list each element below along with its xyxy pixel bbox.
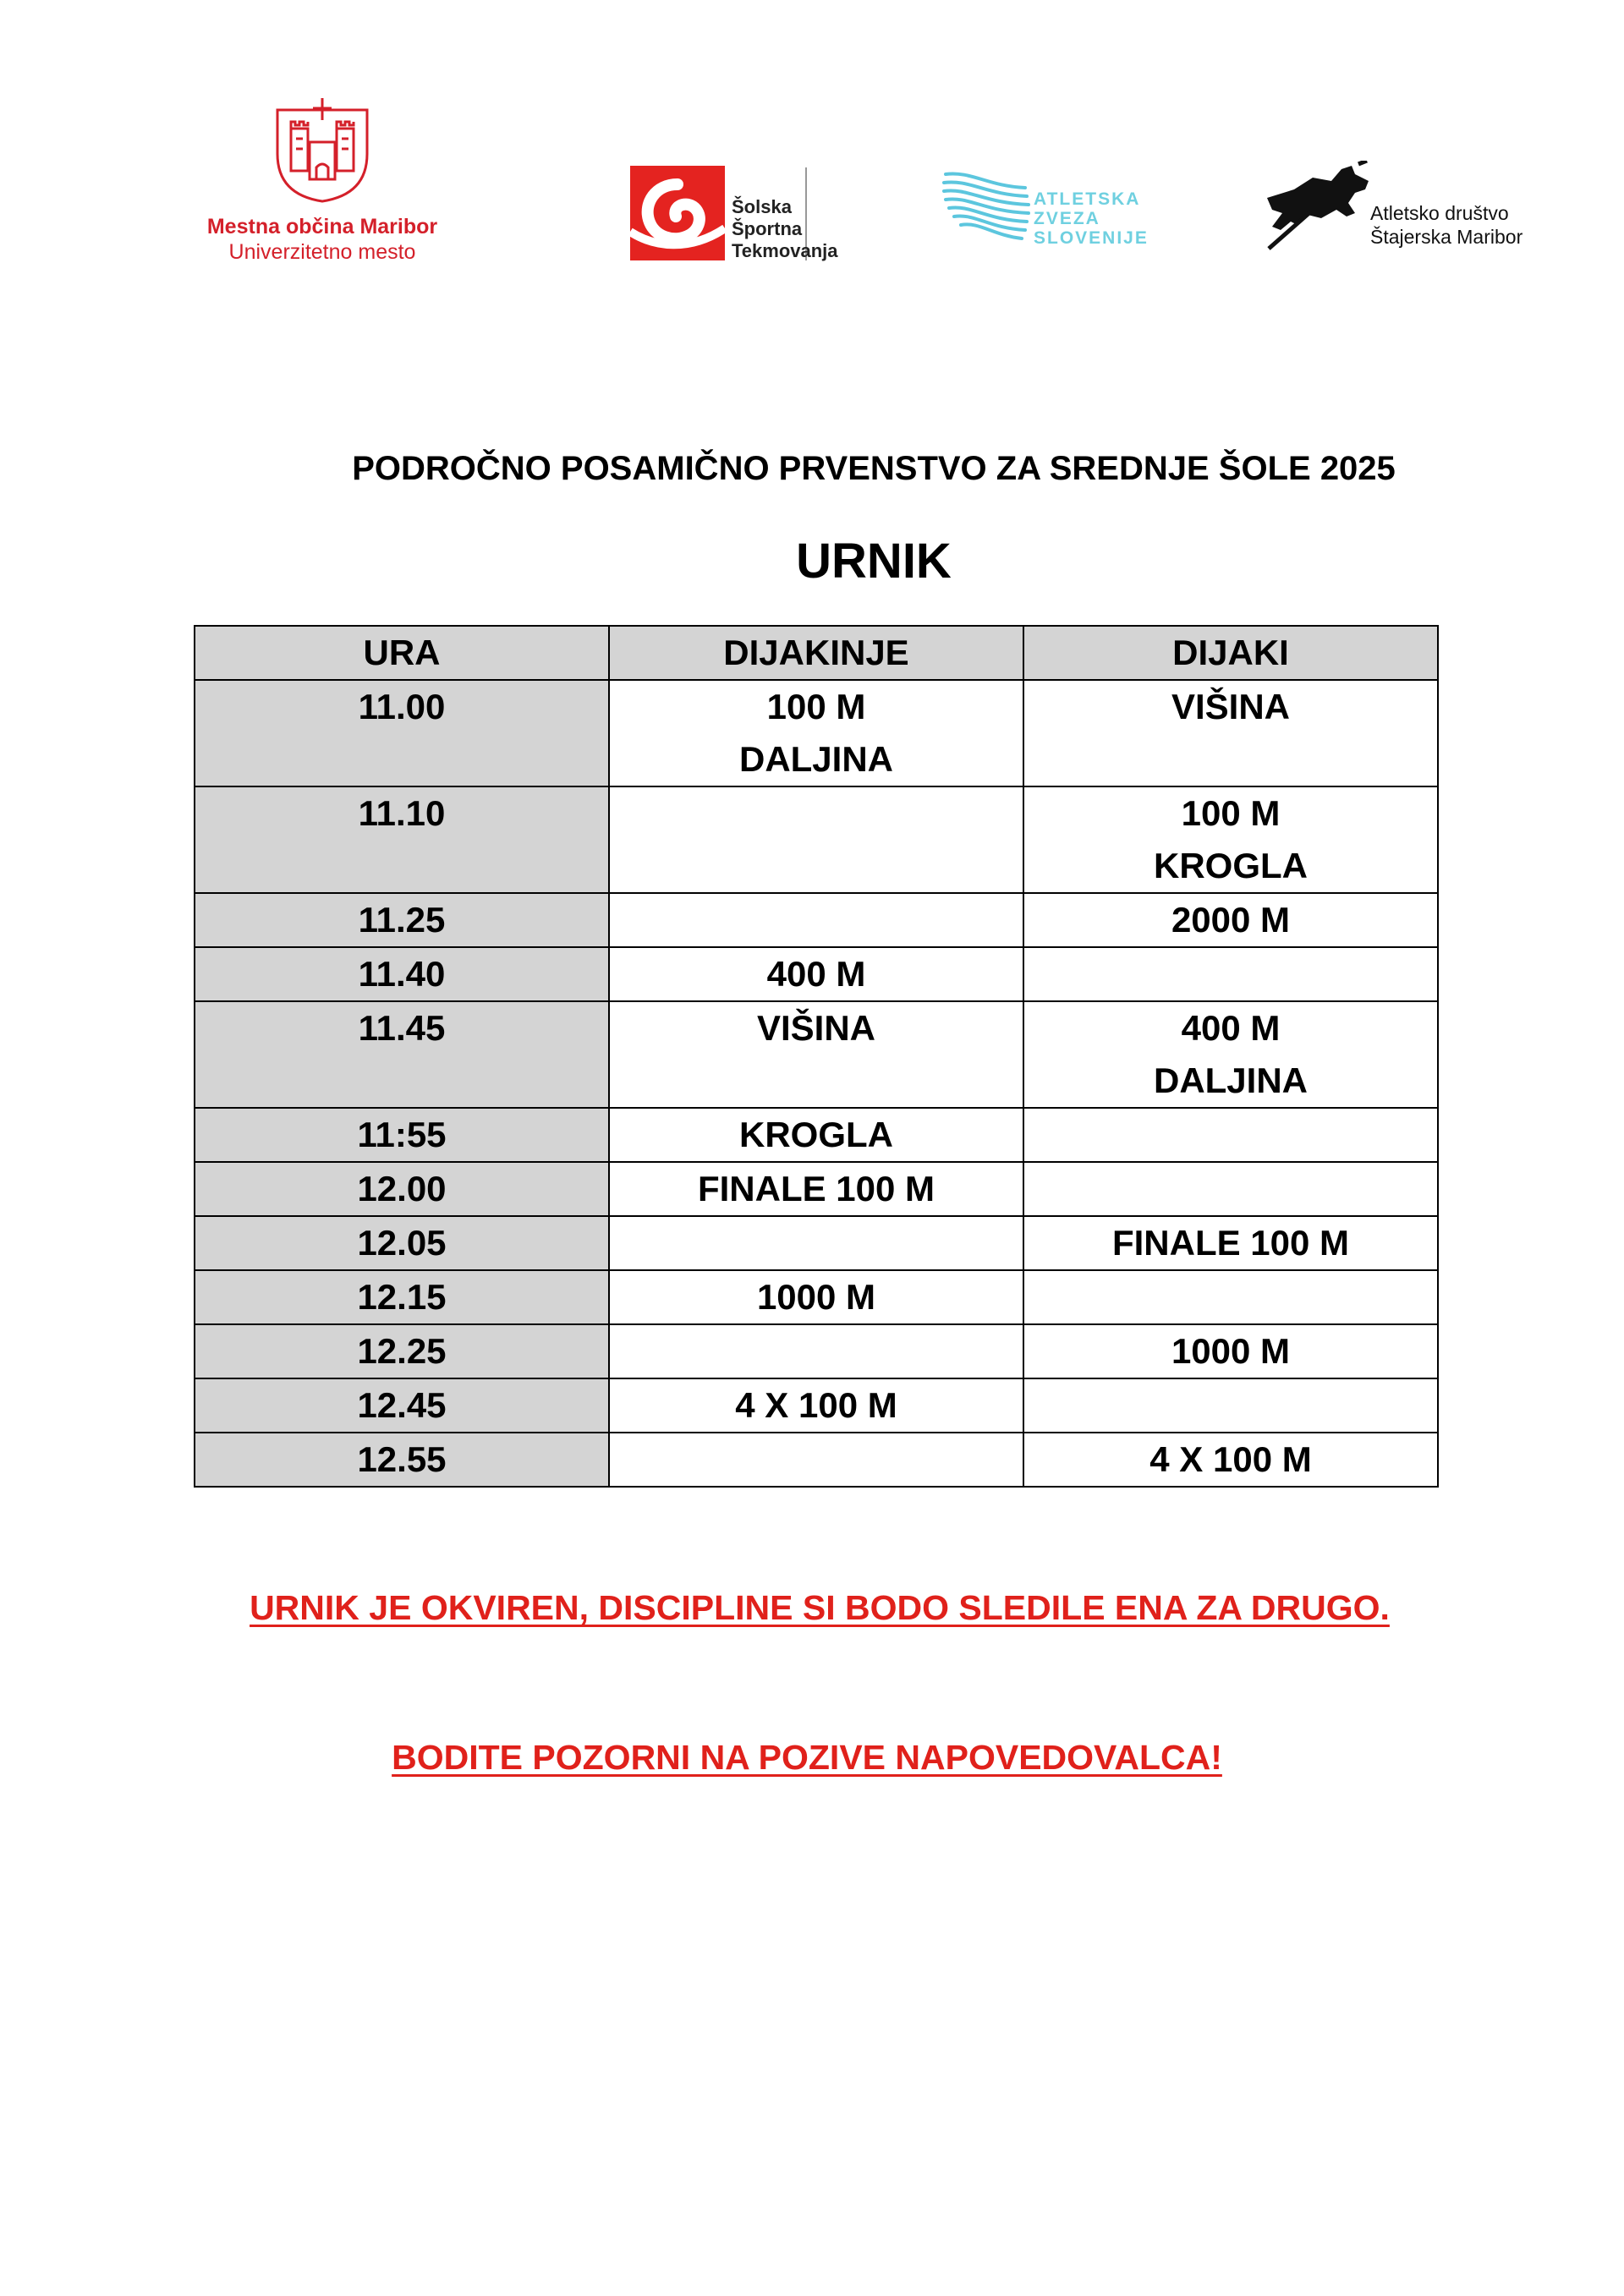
logo-sst-line2: Športna: [732, 218, 803, 239]
time-cell: 11.10: [195, 786, 609, 893]
girls-events-cell: [609, 1270, 1023, 1324]
time-cell: 11.40: [195, 947, 609, 1001]
time-cell: 12.45: [195, 1378, 609, 1433]
girls-events-cell: [609, 893, 1023, 947]
girls-events-cell: [609, 1108, 1023, 1162]
sst-swirl-icon: [630, 166, 725, 260]
logo-azs-line3: SLOVENIJE: [1034, 228, 1149, 248]
table-row: [195, 1378, 1438, 1433]
logo-mom-name: Mestna občina Maribor: [206, 215, 438, 238]
logo-mom-tagline: Univerzitetno mesto: [228, 240, 416, 264]
event-name: VIŠINA: [756, 1008, 876, 1048]
event-name: FINALE 100 M: [1111, 1223, 1350, 1263]
boys-events-cell: [1023, 680, 1438, 786]
logo-atletska-zveza-slovenije: [941, 157, 1152, 259]
time-cell: 12.00: [195, 1162, 609, 1216]
event-name: KROGLA: [739, 1115, 893, 1154]
time-cell: 12.05: [195, 1216, 609, 1270]
girls-events-cell: [609, 1162, 1023, 1216]
time-cell: 12.55: [195, 1433, 609, 1487]
table-row: [195, 1324, 1438, 1378]
table-header-row: [195, 626, 1438, 680]
panther-icon: [1260, 161, 1379, 254]
event-name: 4 X 100 M: [735, 1385, 897, 1425]
boys-events-cell: [1023, 1378, 1438, 1433]
logo-solska-sportna-tekmovanja: [630, 164, 850, 266]
event-name: 400 M: [1181, 1008, 1281, 1048]
event-name: FINALE 100 M: [697, 1169, 935, 1208]
event-name: VIŠINA: [1171, 687, 1291, 726]
logo-ads-line2: Štajerska Maribor: [1370, 226, 1523, 248]
logo-azs-line2: ZVEZA: [1034, 209, 1100, 228]
column-header-boys: DIJAKI: [1023, 626, 1438, 680]
boys-events-cell: [1023, 1270, 1438, 1324]
boys-events-cell: [1023, 1216, 1438, 1270]
maribor-coat-of-arms-icon: [272, 95, 372, 205]
schedule-disclaimer: URNIK JE OKVIREN, DISCIPLINE SI BODO SLEDILE ENA ZA DRUGO.: [250, 1588, 1390, 1627]
event-name: 1000 M: [1171, 1331, 1291, 1371]
event-name: 2000 M: [1171, 900, 1291, 940]
table-row: [195, 893, 1438, 947]
girls-events-cell: [609, 1216, 1023, 1270]
girls-events-cell: [609, 947, 1023, 1001]
boys-events-cell: [1023, 1324, 1438, 1378]
event-name: 100 M: [766, 687, 866, 726]
event-name: 1000 M: [756, 1277, 876, 1317]
column-header-time: URA: [195, 626, 609, 680]
table-row: [195, 1108, 1438, 1162]
page-title: URNIK: [796, 534, 952, 589]
boys-events-cell: [1023, 1001, 1438, 1108]
boys-events-cell: [1023, 1162, 1438, 1216]
event-name: 400 M: [766, 954, 866, 994]
logo-sst-text: [732, 196, 838, 262]
girls-events-cell: [609, 1433, 1023, 1487]
column-header-girls: DIJAKINJE: [609, 626, 1023, 680]
girls-events-cell: [609, 1378, 1023, 1433]
time-cell: 12.25: [195, 1324, 609, 1378]
time-cell: 11.25: [195, 893, 609, 947]
table-row: [195, 947, 1438, 1001]
event-name: DALJINA: [1153, 1060, 1308, 1100]
logo-azs-line1: ATLETSKA: [1034, 189, 1141, 209]
logo-ads-line1: Atletsko društvo: [1370, 202, 1509, 224]
time-cell: 11.00: [195, 680, 609, 786]
logo-ads-text: [1370, 201, 1522, 249]
boys-events-cell: [1023, 1433, 1438, 1487]
event-name: KROGLA: [1154, 846, 1308, 885]
azs-waves-icon: [941, 157, 1034, 250]
table-row: [195, 1216, 1438, 1270]
event-subtitle: PODROČNO POSAMIČNO PRVENSTVO ZA SREDNJE ŠOLE 2025: [352, 450, 1396, 487]
time-cell: 11:55: [195, 1108, 609, 1162]
boys-events-cell: [1023, 893, 1438, 947]
girls-events-cell: [609, 1324, 1023, 1378]
event-name: 100 M: [1181, 793, 1281, 833]
table-row: [195, 1162, 1438, 1216]
logo-atletsko-drustvo-stajerska: [1260, 161, 1548, 262]
table-row: [195, 680, 1438, 786]
logo-sst-line3: Tekmovanja: [732, 240, 838, 261]
girls-events-cell: [609, 1001, 1023, 1108]
boys-events-cell: [1023, 1108, 1438, 1162]
time-cell: 12.15: [195, 1270, 609, 1324]
table-row: [195, 1433, 1438, 1487]
schedule-body: [195, 680, 1438, 1487]
time-cell: 11.45: [195, 1001, 609, 1108]
event-name: DALJINA: [738, 739, 893, 779]
logo-mestna-obcina-maribor: [191, 95, 453, 272]
table-row: [195, 1270, 1438, 1324]
schedule-table: [194, 625, 1439, 1488]
girls-events-cell: [609, 680, 1023, 786]
boys-events-cell: [1023, 947, 1438, 1001]
logo-azs-text: [1034, 189, 1149, 248]
table-row: [195, 1001, 1438, 1108]
boys-events-cell: [1023, 786, 1438, 893]
table-row: [195, 786, 1438, 893]
girls-events-cell: [609, 786, 1023, 893]
event-name: 4 X 100 M: [1149, 1439, 1312, 1479]
logo-sst-line1: Šolska: [732, 196, 792, 217]
announcer-notice: BODITE POZORNI NA POZIVE NAPOVEDOVALCA!: [392, 1738, 1222, 1777]
